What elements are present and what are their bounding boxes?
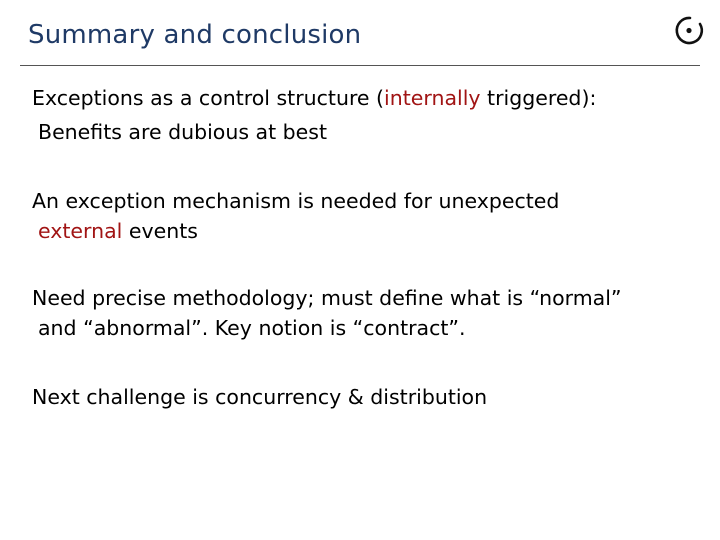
slide-title: Summary and conclusion	[28, 20, 362, 50]
bullet-3-line-1: Need precise methodology; must define what is “normal”	[32, 286, 622, 310]
bullet-1-line-2: Benefits are dubious at best	[38, 120, 328, 144]
bullet-1-line-1	[32, 86, 596, 110]
bullet-2-text-after: events	[122, 219, 198, 243]
bullet-3-line-2: and “abnormal”. Key notion is “contract”.	[38, 316, 466, 340]
bullet-1-text-before: Exceptions as a control structure (	[32, 86, 385, 110]
bullet-2-highlight: external	[38, 219, 123, 243]
bullet-1-highlight: internally	[384, 86, 481, 110]
bullet-2-line-2	[38, 219, 198, 243]
bullet-1-text-after: triggered):	[480, 86, 597, 110]
bullet-2-line-1: An exception mechanism is needed for unexpected	[32, 189, 560, 213]
bullet-4-line-1: Next challenge is concurrency & distribution	[32, 385, 488, 409]
